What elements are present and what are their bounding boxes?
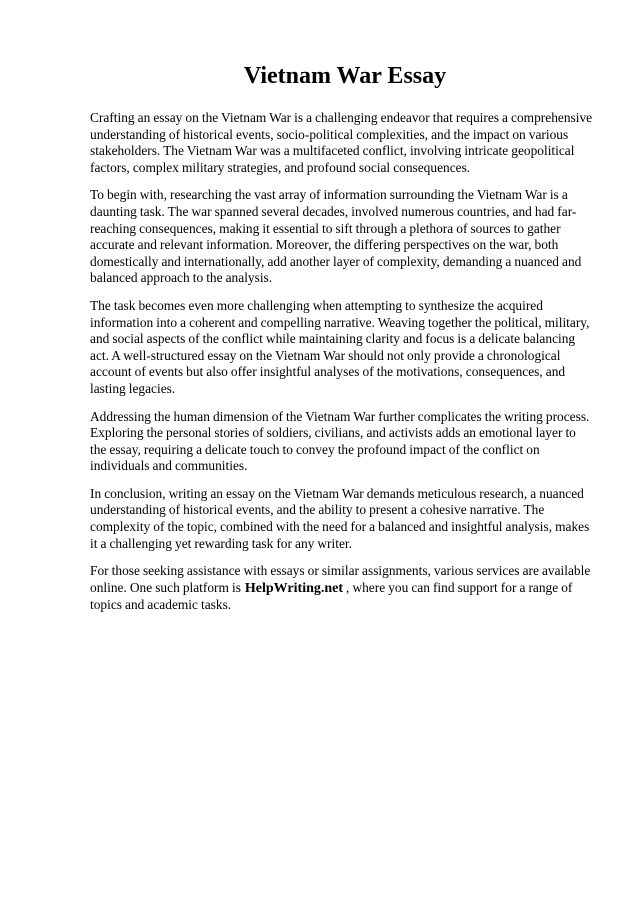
document-title: Vietnam War Essay [243,63,447,89]
assistance-text-after: , where you can find support for a range of topics and academic tasks. [90,579,573,613]
paragraph-synthesis: The task becomes even more challenging when attempting to synthesize the acquired information into a coherent and compelling narrative. Weaving together the political, military, and social aspects of the conflict while maintaining clarity and focus is a delicate balancing act. A well-structured essay on the Vietnam War should not only provide a chronological account of events but also offer insightful analyses of the motivations, consequences, and lasting legacies. [90,297,590,396]
assistance-text-before: For those seeking assistance with essays or similar assignments, various services are available online. One such platform is [90,563,591,595]
paragraph-human-dimension: Addressing the human dimension of the Vietnam War further complicates the writing process. Exploring the personal stories of soldiers, civilians, and activists adds an emotional layer to the essay, requiring a delicate touch to convey the profound impact of the conflict on individuals and communities. [90,408,590,474]
paragraph-conclusion: In conclusion, writing an essay on the Vietnam War demands meticulous research, a nuanced understanding of historical events, and the ability to present a cohesive narrative. The complexity of the topic, combined with the need for a balanced and insightful analysis, makes it a challenging yet rewarding task for any writer. [90,485,590,551]
paragraph-research: To begin with, researching the vast array of information surrounding the Vietnam War is a daunting task. The war spanned several decades, involved numerous countries, and had far-reaching consequences, making it essential to sift through a plethora of sources to gather accurate and relevant information. Moreover, the differing perspectives on the war, both domestically and internationally, add another layer of complexity, demanding a nuanced and balanced approach to the analysis. [90,187,582,286]
paragraph-assistance [90,563,594,614]
brand-name: HelpWriting.net [244,580,344,596]
paragraph-intro: Crafting an essay on the Vietnam War is a challenging endeavor that requires a comprehensive understanding of historical events, socio-political complexities, and the impact on various stakeholders. The Vietnam War was a multifaceted conflict, involving intricate geopolitical factors, complex military strategies, and profound social consequences. [90,110,593,175]
